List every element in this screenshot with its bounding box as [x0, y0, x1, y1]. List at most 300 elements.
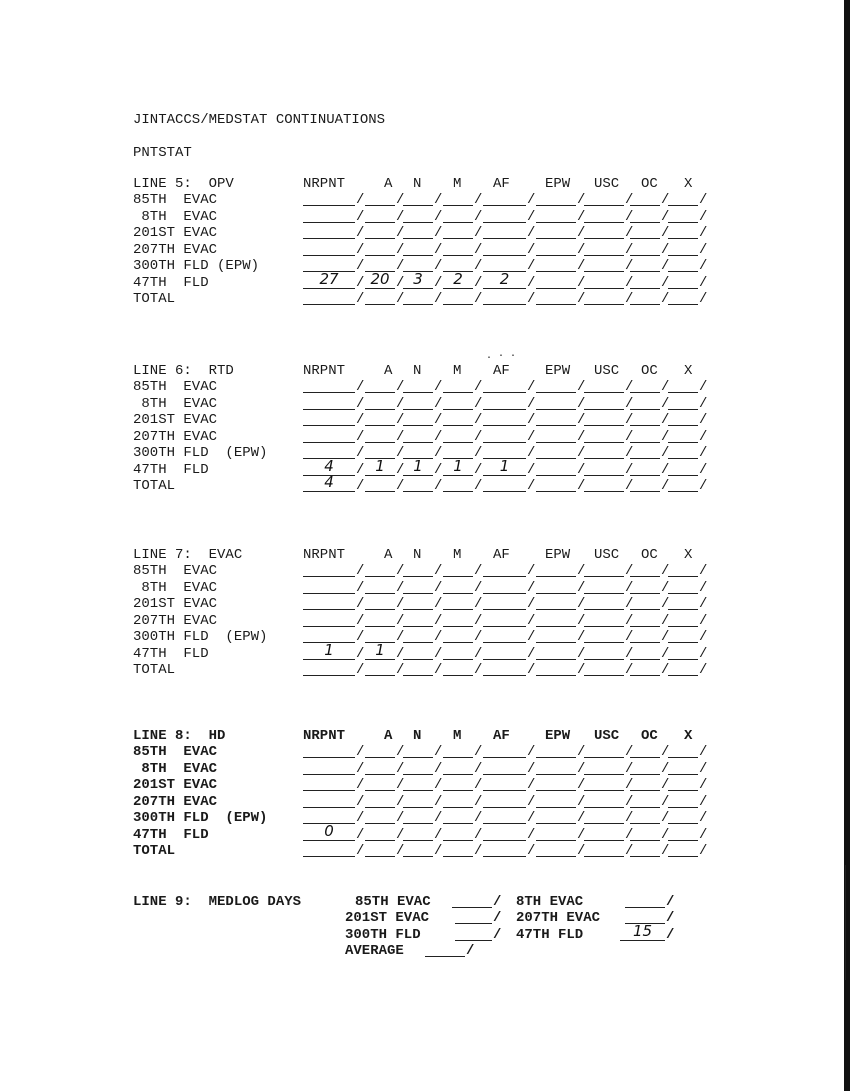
entry-blank[interactable] — [483, 744, 526, 758]
entry-blank[interactable] — [536, 478, 576, 492]
separator-slash: / — [699, 810, 708, 826]
entry-blank[interactable] — [403, 242, 433, 256]
separator-slash: / — [577, 258, 586, 274]
separator-slash: / — [434, 258, 443, 274]
entry-blank[interactable] — [303, 563, 355, 577]
entry-blank[interactable] — [483, 379, 526, 393]
entry-blank[interactable] — [668, 777, 698, 791]
entry-blank[interactable] — [403, 629, 433, 643]
separator-slash: / — [527, 445, 536, 461]
medlog-blank[interactable] — [455, 927, 492, 941]
entry-blank[interactable] — [584, 396, 624, 410]
entry-blank[interactable] — [443, 478, 473, 492]
entry-blank[interactable] — [443, 596, 473, 610]
entry-blank[interactable] — [403, 794, 433, 808]
entry-blank[interactable] — [630, 580, 660, 594]
column-header: X — [684, 547, 693, 563]
entry-blank[interactable] — [584, 827, 624, 841]
entry-blank[interactable] — [365, 478, 395, 492]
entry-blank[interactable] — [483, 629, 526, 643]
entry-blank[interactable] — [630, 445, 660, 459]
entry-blank[interactable] — [303, 209, 355, 223]
entry-blank[interactable] — [668, 827, 698, 841]
entry-blank[interactable] — [630, 412, 660, 426]
entry-blank[interactable] — [365, 744, 395, 758]
entry-blank[interactable] — [483, 192, 526, 206]
entry-blank[interactable] — [668, 412, 698, 426]
separator-slash: / — [356, 478, 365, 494]
entry-blank[interactable] — [443, 580, 473, 594]
entry-blank[interactable] — [584, 291, 624, 305]
entry-blank[interactable] — [630, 827, 660, 841]
row-label: 85TH EVAC — [133, 563, 218, 579]
separator-slash: / — [396, 744, 405, 760]
entry-blank[interactable] — [365, 192, 395, 206]
entry-blank[interactable] — [483, 827, 526, 841]
row-label: 47TH FLD — [133, 274, 209, 291]
entry-blank[interactable] — [403, 225, 433, 239]
entry-blank[interactable] — [536, 646, 576, 660]
entry-blank[interactable] — [303, 192, 355, 206]
entry-blank[interactable] — [668, 794, 698, 808]
entry-blank[interactable] — [584, 209, 624, 223]
entry-blank[interactable] — [443, 396, 473, 410]
entry-blank[interactable] — [668, 291, 698, 305]
separator-slash: / — [434, 395, 443, 412]
separator-slash: / — [661, 379, 670, 395]
entry-blank[interactable] — [403, 580, 433, 594]
entry-blank[interactable] — [403, 563, 433, 577]
entry-blank[interactable] — [443, 613, 473, 627]
entry-blank[interactable] — [403, 396, 433, 410]
medlog-blank[interactable] — [455, 910, 492, 924]
entry-blank[interactable] — [536, 580, 576, 594]
entry-blank[interactable] — [536, 258, 576, 272]
entry-blank[interactable] — [584, 744, 624, 758]
separator-slash: / — [474, 412, 483, 428]
entry-blank[interactable] — [403, 777, 433, 791]
entry-blank[interactable] — [443, 843, 473, 857]
separator-slash: / — [434, 412, 443, 428]
entry-blank[interactable] — [536, 810, 576, 824]
entry-blank[interactable] — [443, 412, 473, 426]
separator-slash: / — [666, 894, 675, 910]
entry-blank[interactable] — [443, 744, 473, 758]
entry-blank[interactable] — [668, 810, 698, 824]
entry-blank[interactable] — [668, 662, 698, 676]
entry-blank[interactable] — [536, 662, 576, 676]
entry-blank[interactable] — [365, 843, 395, 857]
entry-blank[interactable] — [483, 580, 526, 594]
entry-blank[interactable] — [584, 794, 624, 808]
entry-blank[interactable] — [630, 429, 660, 443]
entry-blank[interactable] — [584, 810, 624, 824]
entry-blank[interactable] — [630, 662, 660, 676]
entry-blank[interactable] — [668, 445, 698, 459]
entry-blank[interactable] — [584, 761, 624, 775]
separator-slash: / — [577, 612, 586, 629]
entry-blank[interactable] — [630, 613, 660, 627]
entry-blank[interactable] — [403, 478, 433, 492]
entry-blank[interactable] — [483, 291, 526, 305]
separator-slash: / — [699, 461, 708, 478]
separator-slash: / — [356, 777, 365, 793]
separator-slash: / — [661, 843, 670, 859]
entry-blank[interactable] — [630, 646, 660, 660]
entry-blank[interactable] — [303, 580, 355, 594]
separator-slash: / — [625, 258, 634, 274]
entry-blank[interactable] — [668, 209, 698, 223]
column-header: EPW — [545, 176, 571, 192]
entry-blank[interactable] — [483, 412, 526, 426]
entry-blank[interactable] — [630, 275, 660, 289]
separator-slash: / — [396, 478, 405, 494]
entry-blank[interactable] — [536, 777, 576, 791]
entry-blank[interactable] — [403, 613, 433, 627]
entry-blank[interactable] — [584, 843, 624, 857]
separator-slash: / — [396, 461, 405, 478]
entry-blank[interactable] — [536, 761, 576, 775]
entry-blank[interactable] — [365, 810, 395, 824]
entry-blank[interactable] — [630, 810, 660, 824]
entry-blank[interactable] — [365, 209, 395, 223]
separator-slash: / — [527, 274, 536, 291]
entry-blank[interactable] — [668, 596, 698, 610]
separator-slash: / — [699, 225, 708, 241]
entry-blank[interactable] — [536, 827, 576, 841]
entry-blank[interactable] — [584, 777, 624, 791]
entry-blank[interactable] — [443, 810, 473, 824]
entry-blank[interactable] — [483, 396, 526, 410]
entry-blank[interactable] — [443, 291, 473, 305]
separator-slash: / — [699, 241, 708, 258]
entry-blank[interactable] — [584, 613, 624, 627]
entry-blank[interactable] — [584, 225, 624, 239]
separator-slash: / — [577, 629, 586, 645]
separator-slash: / — [474, 379, 483, 395]
separator-slash: / — [396, 225, 405, 241]
separator-slash: / — [527, 428, 536, 445]
separator-slash: / — [474, 662, 483, 678]
entry-blank[interactable] — [630, 794, 660, 808]
entry-blank[interactable] — [483, 478, 526, 492]
entry-blank[interactable] — [365, 613, 395, 627]
entry-blank[interactable] — [630, 192, 660, 206]
entry-blank[interactable] — [668, 613, 698, 627]
entry-blank[interactable] — [303, 225, 355, 239]
entry-blank[interactable] — [403, 379, 433, 393]
separator-slash: / — [625, 241, 634, 258]
entry-blank[interactable] — [303, 412, 355, 426]
entry-blank[interactable] — [483, 646, 526, 660]
column-header: OC — [641, 728, 658, 744]
entry-blank[interactable] — [483, 613, 526, 627]
entry-blank[interactable] — [630, 258, 660, 272]
entry-blank[interactable] — [443, 563, 473, 577]
entry-blank[interactable] — [443, 794, 473, 808]
separator-slash: / — [699, 826, 708, 843]
entry-blank[interactable] — [668, 580, 698, 594]
entry-blank[interactable] — [630, 596, 660, 610]
entry-blank[interactable] — [584, 462, 624, 476]
entry-blank[interactable] — [403, 192, 433, 206]
entry-blank[interactable] — [536, 445, 576, 459]
entry-blank[interactable] — [443, 629, 473, 643]
separator-slash: / — [474, 843, 483, 859]
entry-blank[interactable] — [365, 662, 395, 676]
entry-blank[interactable] — [668, 629, 698, 643]
entry-blank[interactable] — [365, 429, 395, 443]
entry-blank[interactable] — [536, 843, 576, 857]
entry-blank[interactable] — [483, 843, 526, 857]
entry-blank[interactable] — [483, 225, 526, 239]
entry-blank[interactable] — [303, 744, 355, 758]
medlog-blank[interactable] — [452, 894, 492, 908]
entry-blank[interactable] — [536, 462, 576, 476]
entry-blank[interactable] — [630, 209, 660, 223]
entry-blank[interactable] — [668, 429, 698, 443]
separator-slash: / — [699, 258, 708, 274]
entry-blank[interactable] — [630, 629, 660, 643]
row-label: 207TH EVAC — [133, 428, 218, 445]
entry-blank[interactable] — [483, 761, 526, 775]
medlog-blank[interactable] — [425, 943, 465, 957]
separator-slash: / — [661, 478, 670, 494]
entry-blank[interactable] — [443, 761, 473, 775]
entry-blank[interactable] — [668, 379, 698, 393]
entry-blank[interactable] — [443, 379, 473, 393]
entry-blank[interactable] — [630, 462, 660, 476]
entry-blank[interactable] — [403, 761, 433, 775]
entry-blank[interactable] — [403, 412, 433, 426]
separator-slash: / — [577, 645, 586, 662]
entry-blank[interactable] — [584, 596, 624, 610]
separator-slash: / — [434, 793, 443, 810]
entry-blank[interactable] — [303, 662, 355, 676]
entry-blank[interactable] — [303, 596, 355, 610]
entry-blank[interactable] — [536, 563, 576, 577]
entry-blank[interactable] — [443, 242, 473, 256]
entry-blank[interactable] — [365, 412, 395, 426]
entry-blank[interactable] — [630, 843, 660, 857]
entry-blank[interactable] — [584, 192, 624, 206]
entry-blank[interactable] — [403, 596, 433, 610]
separator-slash: / — [434, 744, 443, 760]
entry-blank[interactable] — [303, 777, 355, 791]
entry-blank[interactable] — [630, 744, 660, 758]
entry-blank[interactable] — [365, 396, 395, 410]
entry-blank[interactable] — [483, 596, 526, 610]
entry-blank[interactable] — [365, 379, 395, 393]
entry-blank[interactable] — [668, 242, 698, 256]
entry-blank[interactable] — [403, 646, 433, 660]
medlog-item-label: AVERAGE — [345, 943, 404, 959]
separator-slash: / — [356, 395, 365, 412]
entry-blank[interactable] — [443, 827, 473, 841]
entry-blank[interactable] — [403, 827, 433, 841]
entry-blank[interactable] — [536, 412, 576, 426]
entry-blank[interactable] — [668, 563, 698, 577]
entry-blank[interactable] — [483, 810, 526, 824]
separator-slash: / — [577, 662, 586, 678]
entry-blank[interactable] — [584, 646, 624, 660]
entry-blank[interactable] — [584, 478, 624, 492]
entry-blank[interactable] — [584, 662, 624, 676]
entry-blank[interactable] — [584, 242, 624, 256]
row-label: 300TH FLD (EPW) — [133, 629, 268, 645]
medlog-blank[interactable] — [625, 894, 665, 908]
row-label: 47TH FLD — [133, 461, 209, 478]
entry-blank[interactable] — [303, 242, 355, 256]
entry-blank[interactable] — [584, 379, 624, 393]
entry-blank[interactable] — [536, 291, 576, 305]
entry-blank[interactable] — [536, 794, 576, 808]
entry-blank[interactable] — [584, 412, 624, 426]
separator-slash: / — [625, 461, 634, 478]
entry-blank[interactable] — [365, 794, 395, 808]
separator-slash: / — [661, 596, 670, 612]
entry-blank[interactable] — [483, 563, 526, 577]
entry-blank[interactable] — [403, 662, 433, 676]
entry-blank[interactable] — [365, 777, 395, 791]
entry-blank[interactable] — [403, 209, 433, 223]
entry-blank[interactable] — [483, 242, 526, 256]
entry-blank[interactable] — [630, 761, 660, 775]
entry-blank[interactable] — [584, 563, 624, 577]
entry-blank[interactable] — [668, 258, 698, 272]
entry-blank[interactable] — [483, 794, 526, 808]
entry-blank[interactable] — [536, 275, 576, 289]
separator-slash: / — [527, 208, 536, 225]
separator-slash: / — [434, 274, 443, 291]
entry-blank[interactable] — [403, 744, 433, 758]
column-header: OC — [641, 176, 658, 192]
separator-slash: / — [625, 412, 634, 428]
entry-blank[interactable] — [403, 843, 433, 857]
entry-blank[interactable] — [668, 462, 698, 476]
entry-blank[interactable] — [403, 810, 433, 824]
separator-slash: / — [661, 225, 670, 241]
entry-blank[interactable] — [303, 291, 355, 305]
separator-slash: / — [625, 662, 634, 678]
entry-blank[interactable] — [536, 192, 576, 206]
entry-blank[interactable] — [584, 580, 624, 594]
entry-blank[interactable] — [536, 242, 576, 256]
entry-blank[interactable] — [303, 613, 355, 627]
entry-blank[interactable] — [483, 777, 526, 791]
entry-blank[interactable] — [668, 761, 698, 775]
entry-blank[interactable] — [536, 379, 576, 393]
entry-blank[interactable] — [365, 242, 395, 256]
entry-blank[interactable] — [443, 777, 473, 791]
entry-blank[interactable] — [443, 192, 473, 206]
entry-blank[interactable] — [584, 629, 624, 643]
entry-blank[interactable] — [443, 225, 473, 239]
entry-blank[interactable] — [403, 429, 433, 443]
entry-blank[interactable] — [365, 596, 395, 610]
entry-blank[interactable] — [483, 429, 526, 443]
entry-blank[interactable] — [584, 429, 624, 443]
entry-blank[interactable] — [584, 275, 624, 289]
entry-blank[interactable] — [443, 662, 473, 676]
entry-blank[interactable] — [536, 613, 576, 627]
entry-blank[interactable] — [630, 379, 660, 393]
separator-slash: / — [527, 478, 536, 494]
entry-blank[interactable] — [668, 275, 698, 289]
row-label: 8TH EVAC — [133, 760, 218, 777]
column-header: NRPNT — [303, 547, 346, 563]
entry-blank[interactable] — [584, 445, 624, 459]
entry-blank[interactable] — [668, 192, 698, 206]
entry-blank[interactable] — [668, 478, 698, 492]
entry-blank[interactable] — [483, 209, 526, 223]
entry-blank[interactable] — [303, 379, 355, 393]
entry-blank[interactable] — [536, 744, 576, 758]
entry-blank[interactable] — [403, 291, 433, 305]
entry-blank[interactable] — [668, 744, 698, 758]
entry-blank[interactable] — [365, 580, 395, 594]
entry-blank[interactable] — [630, 291, 660, 305]
column-header: USC — [594, 547, 620, 563]
entry-blank[interactable] — [630, 563, 660, 577]
entry-blank[interactable] — [365, 761, 395, 775]
entry-blank[interactable] — [536, 396, 576, 410]
entry-blank[interactable] — [365, 225, 395, 239]
medlog-item-label: 201ST EVAC — [345, 910, 430, 926]
separator-slash: / — [356, 645, 365, 662]
entry-blank[interactable] — [668, 225, 698, 239]
entry-blank[interactable] — [584, 258, 624, 272]
entry-blank[interactable] — [365, 827, 395, 841]
entry-blank[interactable] — [630, 242, 660, 256]
entry-blank[interactable] — [365, 563, 395, 577]
entry-blank[interactable] — [303, 761, 355, 775]
entry-blank[interactable] — [536, 225, 576, 239]
entry-blank[interactable] — [668, 646, 698, 660]
entry-blank[interactable] — [303, 843, 355, 857]
entry-blank[interactable] — [303, 429, 355, 443]
entry-blank[interactable] — [630, 777, 660, 791]
entry-blank[interactable] — [668, 396, 698, 410]
entry-blank[interactable] — [483, 662, 526, 676]
entry-blank[interactable] — [443, 209, 473, 223]
column-header: X — [684, 176, 693, 192]
separator-slash: / — [396, 579, 405, 596]
entry-blank[interactable] — [630, 396, 660, 410]
separator-slash: / — [661, 662, 670, 678]
entry-blank[interactable] — [630, 225, 660, 239]
separator-slash: / — [396, 563, 405, 579]
separator-slash: / — [474, 629, 483, 645]
entry-blank[interactable] — [536, 209, 576, 223]
entry-blank[interactable] — [668, 843, 698, 857]
entry-blank[interactable] — [443, 429, 473, 443]
separator-slash: / — [527, 225, 536, 241]
entry-blank[interactable] — [303, 396, 355, 410]
entry-blank[interactable] — [365, 291, 395, 305]
entry-blank[interactable] — [536, 596, 576, 610]
column-header: X — [684, 363, 693, 379]
separator-slash: / — [699, 645, 708, 662]
entry-blank[interactable] — [303, 794, 355, 808]
entry-blank[interactable] — [536, 629, 576, 643]
separator-slash: / — [625, 596, 634, 612]
entry-blank[interactable] — [630, 478, 660, 492]
entry-blank[interactable] — [443, 646, 473, 660]
separator-slash: / — [493, 910, 502, 926]
entry-blank[interactable] — [536, 429, 576, 443]
separator-slash: / — [434, 445, 443, 461]
